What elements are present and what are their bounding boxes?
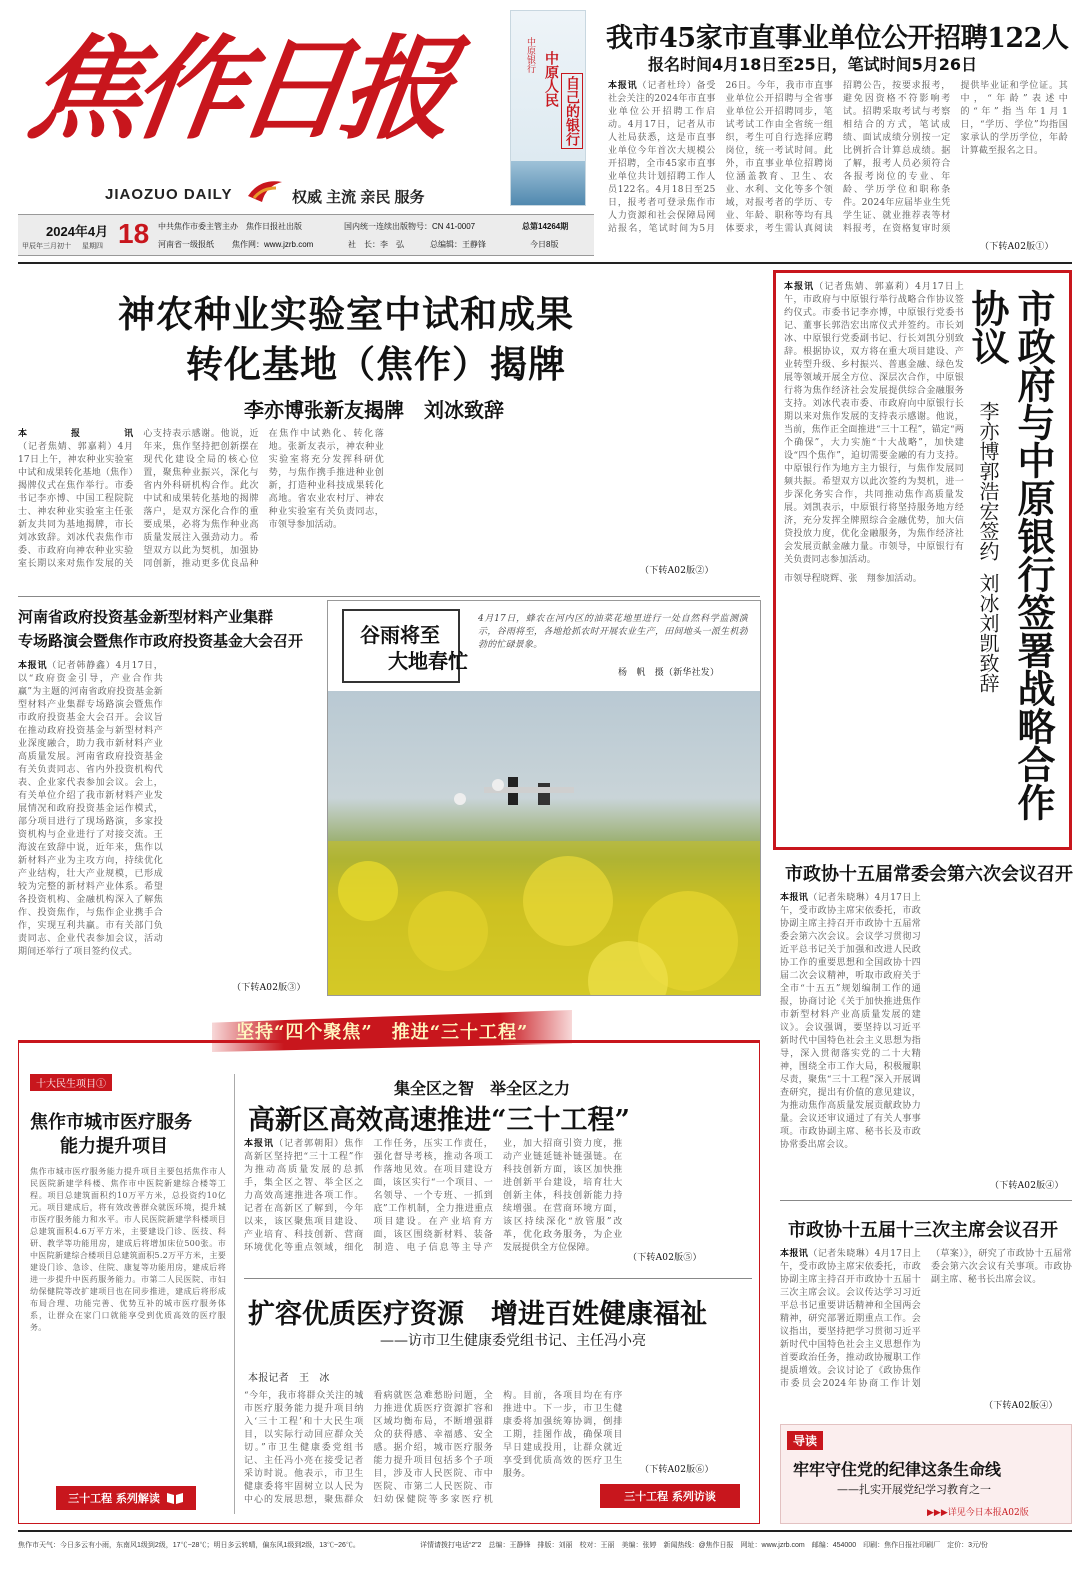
paper-rank: 河南省一级报纸 <box>158 240 214 249</box>
news1-byline: （记者杜玲） <box>637 81 697 91</box>
news8-title[interactable]: 扩容优质医疗资源 增进百姓健康福祉 <box>248 1299 707 1330</box>
footer-weather: 焦作市天气：今日多云有小雨，东南风1级到2级，17℃~28℃；明日多云转晴，偏东风1级到2级，13℃~26℃。 <box>18 1542 360 1549</box>
news3-title-line1[interactable]: 河南省政府投资基金新型材料产业集群 <box>18 608 274 626</box>
news4-box <box>773 270 1072 850</box>
news7-body-block <box>244 1138 752 1264</box>
news1-subtitle: 报名时间4月18日至25日，笔试时间5月26日 <box>648 55 978 74</box>
series-tag: 十大民生项目① <box>30 1074 112 1091</box>
bank-ad[interactable] <box>510 10 586 206</box>
news7-byline: （记者郭朝阳） <box>274 1139 345 1149</box>
news4-sub1: 李亦博郭浩宏签约 <box>976 401 1000 561</box>
news6-body-block <box>780 1248 1072 1398</box>
publisher-line: 中共焦作市委主管主办 焦作日报社出版 <box>158 222 302 231</box>
news5-title[interactable]: 市政协十五届常委会第六次会议召开 <box>785 864 1073 885</box>
series-title-line2[interactable]: 能力提升项目 <box>60 1136 168 1157</box>
news6-body: 4月17日上午，受市政协主席宋依委托，市政协副主席主持召开市政协十五届十三次主席会议。会议传达学习习近平总书记重要讲话精神和全国两会精神，研究部署近期重点工作。会议指出，要坚持把学习贯彻习近平新时代中国特色社会主义思想作为首要政治任务，推动政协履职工作提质增效。会议讨论了《政协焦作市委员会2024年协商工作计划（草案）》，研究了市政协十五届常委会第六次会议有关事项。市政协副主席、秘书长出席会议。 <box>780 1249 1072 1389</box>
news6-more[interactable]: （下转A02版④） <box>984 1401 1058 1411</box>
news2-title-line2[interactable]: 转化基地（焦作）揭牌 <box>186 343 566 386</box>
news4-body: 4月17日上午，市政府与中原银行举行战略合作协议签约仪式。市委书记李亦博，中原银行党委书记、董事长郭浩宏出席仪式并签约。市长刘冰、中原银行党委副书记、行长刘凯分别致辞。根据协议，双方将在重大项目建设、产业转型升级、乡村振兴、普惠金融、绿色发展等领域开展全方位、深层次合作，中原银行将为焦作经济社会发展提供综合金融服务支持。刘冰代表市委、市政府向中原银行长期以来对焦作发展的支持表示感谢。他说，当前，焦作正全面推进“三十工程”，锚定“两个确保”，大力实施“十大战略”，加快建设“四个焦作”，迫切需要金融的有力支持。中原银行作为地方主力银行，与焦作发展同频共振。希望双方以此次签约为契机，进一步深化务实合作，共同推动焦作高质量发展。刘凯表示，中原银行将坚持服务地方经济，充分发挥全牌照综合金融优势，加大信贷投放力度，优化金融服务，为焦作经济社会发展贡献金融力量。市领导，中原银行有关负责同志参加活动。 <box>784 282 964 565</box>
news4-lead: 本报讯 <box>784 282 815 292</box>
photo-title-line1: 谷雨将至 <box>360 623 440 647</box>
bank-ad-line1: 中原人民 <box>543 51 559 107</box>
masthead-slogan: 权威 主流 亲民 服务 <box>292 189 425 206</box>
series-title-line1[interactable]: 焦作市城市医疗服务 <box>30 1112 192 1133</box>
masthead <box>0 0 1080 262</box>
photo-image-art <box>328 691 761 996</box>
news5-byline: （记者朱晓琳） <box>808 893 875 903</box>
masthead-logo: 焦作日报 <box>20 24 456 155</box>
bank-ad-graphic <box>511 161 586 206</box>
news8-body: “今年，我市将群众关注的城市医疗服务能力提升项目纳入‘三十工程’和十大民生项目，以实际行动回应群众关切。”市卫生健康委党组书记、主任冯小亮在接受记者采访时说。他表示，市卫生健康委将牢固树立以人民为中心的发展思想，聚焦群众看病就医急难愁盼问题，全力推进优质医疗资源扩容和区域均衡布局，不断增强群众的获得感、幸福感、安全感。据介绍，城市医疗服务能力提升项目包括多个子项目，涉及市人民医院、市中医院、市第二人民医院、市妇幼保健院等多家医疗机构。目前，各项目均在有序推进中。下一步，市卫生健康委将加强统筹协调，倒排工期，挂图作战，确保项目早日建成投用，让群众就近享受到优质高效的医疗卫生服务。 <box>244 1391 623 1505</box>
news5-body: 4月17日上午，受市政协主席宋依委托，市政协副主席主持召开市政协十五届常委会第六次会议。会议学习贯彻习近平总书记关于加强和改进人民政协工作的重要思想和全国政协十四届二次会议精神，听取市政府关于全市“十五五”规划编制工作的通报，协商讨论《关于加快推进焦作市新型材料产业高质量发展的建议》。会议强调，要坚持以习近平新时代中国特色社会主义思想为指导，深入贯彻落实党的二十大精神，围绕全市工作大局，积极履职尽责，聚焦“三十工程”深入开展调查研究，提出有价值的意见建议，为推动焦作高质量发展贡献政协力量。会议还审议通过了有关人事事项。市政协副主席、秘书长及市政协常委出席会议。 <box>780 893 921 1150</box>
news3-more[interactable]: （下转A02版③） <box>232 983 306 993</box>
date-weekday: 星期四 <box>82 243 103 250</box>
divider-footer <box>18 1530 1072 1532</box>
photo-caption: 4月17日，蜂农在河内区的油菜花地里进行一处自然科学监测演示，谷雨将至，各地抢抓农时开展农业生产，田间地头一派生机勃勃的忙碌景象。 <box>478 614 748 650</box>
news2-body-block <box>18 428 760 580</box>
news2-lead: 本报讯 <box>18 429 134 439</box>
news4-more: 市领导程晓辉、张 翔参加活动。 <box>784 574 923 584</box>
news8-badge-label: 三十工程 系列访谈 <box>624 1490 716 1503</box>
news7-title[interactable]: 高新区高效高速推进“三十工程” <box>248 1105 631 1136</box>
news3-lead: 本报讯 <box>18 661 48 671</box>
date-day: 18 <box>118 218 150 249</box>
series-body: 焦作市城市医疗服务能力提升项目主要包括焦作市人民医院新建学科楼、焦作市中医院新建综合楼等工程。项目总建筑面积约10万平方米，总投资约10亿元。项目建成后，将有效改善群众就医环境，提升城市医疗服务能力和水平。市人民医院新建学科楼项目总建筑面积4.6万平方米，主要建设门诊、医技、科研、教学等功能用房，建成后将增加床位500张。市中医院新建综合楼项目总建筑面积5.2万平方米，主要建设门诊、急诊、住院、康复等功能用房，建成后将进一步提升中医药服务能力。市第二人民医院、市妇幼保健院等改扩建项目也在同步推进，建成后将形成布局合理、功能完善、优势互补的城市医疗服务体系，让群众在家门口就能享受到优质高效的医疗服务。 <box>30 1167 226 1332</box>
news1-lead: 本报讯 <box>608 81 638 91</box>
guide-label: 导读 <box>787 1431 823 1450</box>
bank-ad-brand: 中原银行 <box>525 37 535 73</box>
news5-lead: 本报讯 <box>780 893 809 903</box>
footer-editors: 详情请拨打电话“2”2 总编：王静锋 排版：刘丽 校对：王丽 美编：张婷 新闻热线：@焦作日报 网址：www.jzrb.com 邮编：454000 印刷：焦作日报社印刷厂 定价：3元/份 <box>420 1542 988 1549</box>
news7-more[interactable]: （下转A02版⑤） <box>628 1253 702 1263</box>
news2-byline: （记者焦婧、郭嘉莉） <box>18 442 118 452</box>
masthead-emblem-icon <box>246 176 284 204</box>
photo-image <box>328 691 761 996</box>
news4-byline: （记者焦婧、郭嘉莉） <box>814 282 916 292</box>
news8-subtitle: ——访市卫生健康委党组书记、主任冯小亮 <box>380 1333 646 1349</box>
series-badge[interactable] <box>56 1486 196 1510</box>
masthead-info-bar <box>18 214 594 256</box>
news6-title[interactable]: 市政协十五届十三次主席会议召开 <box>788 1220 1058 1241</box>
guide-title[interactable]: 牢牢守住党的纪律这条生命线 <box>793 1460 1002 1479</box>
news5-more[interactable]: （下转A02版④） <box>990 1181 1064 1191</box>
guide-subtitle: ——扎实开展党纪学习教育之一 <box>837 1483 991 1496</box>
divider-top <box>18 262 1072 264</box>
photo-title-line2: 大地春忙 <box>388 649 468 673</box>
editor: 总编辑：王静锋 <box>430 240 486 249</box>
date-lunar: 甲辰年三月初十 <box>22 243 71 250</box>
news8-badge[interactable] <box>600 1484 740 1508</box>
news7-lead: 本报讯 <box>244 1139 275 1149</box>
divider-news2 <box>18 596 760 597</box>
news8-more[interactable]: （下转A02版⑥） <box>640 1465 714 1475</box>
photo-credit: 杨 帆 摄（新华社发） <box>618 668 720 678</box>
news3-body: 4月17日，以“政府资金引导，产业合作共赢”为主题的河南省政府投资基金新型材料产业集群专场路演会暨焦作市政府投资基金大会召开。会议旨在推动政府投资基金与新型材料产业深度融合，助力我市新材料产业高质量发展。河南省政府投资基金有关负责同志、省内外投资机构代表、企业家代表参加会议。会上，有关单位介绍了我市新材料产业发展情况和政府投资基金运作模式，部分项目进行了现场路演，多家投资机构与企业进行了对接交流。王海波在致辞中说，近年来，焦作以新材料产业为主攻方向，持续优化产业结构，壮大产业规模，已形成较为完整的新材料产业体系。希望各投资机构、金融机构深入了解焦作、投资焦作，与焦作企业携手合作，实现互利共赢。市有关部门负责同志、企业代表参加会议，活动期间还举行了项目签约仪式。 <box>18 661 163 957</box>
news6-byline: （记者朱晓琳） <box>808 1249 875 1259</box>
guide-box[interactable] <box>780 1424 1072 1524</box>
news1-body-block <box>608 80 1068 240</box>
news2-subtitle: 李亦博张新友揭牌 刘冰致辞 <box>244 398 504 422</box>
news1-more[interactable]: （下转A02版①） <box>980 242 1054 252</box>
date-year-month: 2024年4月 <box>46 224 109 239</box>
divider-news5 <box>780 1200 1072 1201</box>
news3-title-line2[interactable]: 专场路演会暨焦作市政府投资基金大会召开 <box>18 632 304 650</box>
news8-byline: 本报记者 王 冰 <box>248 1373 330 1384</box>
issue-no: 总第14264期 <box>522 222 569 231</box>
cn-line: 国内统一连续出版物号：CN 41-0007 <box>344 222 476 231</box>
news2-body: 4月17日上午，神农种业实验室中试和成果转化基地（焦作）揭牌仪式在焦作举行。市委书记李亦博、中国工程院院士、神农种业实验室主任张新友共同为基地揭牌，市长刘冰致辞。刘冰代表焦作市委、市政府向神农种业实验室长期以来对焦作发展的关心支持表示感谢。他说，近年来，焦作坚持把创新摆在现代化建设全局的核心位置，聚焦种业振兴，深化与省内外科研机构合作。此次中试和成果转化基地的揭牌落户，是双方深化合作的重要成果，必将为焦作种业高质量发展注入强劲动力。希望双方以此为契机，加强协同创新，推动更多优良品种在焦作中试熟化、转化落地。张新友表示，神农种业实验室将充分发挥科研优势，与焦作携手推进种业创新，打造种业科技成果转化高地。省农业农村厅、神农种业实验室有关负责同志，市领导参加活动。 <box>18 429 384 569</box>
news2-title-line1[interactable]: 神农种业实验室中试和成果 <box>118 293 574 336</box>
divider-news7 <box>244 1278 752 1279</box>
photo-block <box>327 600 761 996</box>
president: 社 长：李 弘 <box>348 240 404 249</box>
news4-sub2: 刘冰刘凯致辞 <box>976 573 1000 693</box>
news5-body-block <box>780 892 1072 1178</box>
pages: 今日8版 <box>530 240 559 249</box>
news7-body: 焦作高新区坚持把“三十工程”作为推动高质量发展的总抓手，集全区之智、举全区之力高效高速推进各项工作。记者在高新区了解到，今年以来，该区聚焦项目建设、产业培育、科技创新、营商环境优化等重点领域，细化工作任务，压实工作责任，强化督导考核，推动各项工作落地见效。在项目建设方面，该区实行“一个项目、一名领导、一个专班、一抓到底”工作机制，全力推进重点项目建设。在产业培育方面，该区围绕新材料、装备制造、电子信息等主导产业，加大招商引资力度，推动产业链延链补链强链。在科技创新方面，该区加快推进创新平台建设，培育壮大创新主体，科技创新能力持续增强。在营商环境方面，该区持续深化“放管服”改革，优化政务服务，为企业发展提供全方位保障。 <box>244 1139 623 1253</box>
book-icon <box>166 1491 184 1505</box>
news3-body-block <box>18 660 318 998</box>
guide-see[interactable]: ▶▶▶详见今日本报A02版 <box>927 1508 1029 1518</box>
bank-ad-line2: 自己的银行 <box>561 73 583 149</box>
masthead-name-en: JIAOZUO DAILY <box>105 186 233 203</box>
news4-body-block <box>784 281 964 833</box>
news1-body: 备受社会关注的2024年市直事业单位公开招聘工作启动。4月17日，记者从市人社局获悉，这是市直事业单位今年首次大规模公开招聘，全市45家市直事业单位共计划招聘工作人员122名。4月18日至25日，报考者可登录焦作市人力资源和社会保障局网站报名，笔试时间为5月26日。今年，我市市直事业单位公开招聘与全省事业单位公开招聘同步，笔试考试工作由全省统一组织，考生可自行选择应聘岗位，统一考试时间。此外，市直事业单位招聘岗位涵盖教育、卫生、农业、水利、文化等多个领域，对报考者的学历、专业、年龄、职称等均有具体要求，考生需认真阅读招聘公告，按要求报考，避免因资格不符影响考试。招聘采取考试与考察相结合的方式，笔试成绩、面试成绩分别按一定比例折合计算总成绩。据了解，报考人员必须符合各报考岗位的专业、年龄、学历学位和职称条件。2024年应届毕业生凭学生证、就业推荐表等材料报考，在资格复审时须提供毕业证和学位证。其中，“年龄”表述中的“年”指当年1月1日，“学历、学位”均指国家承认的学历学位，年龄计算截至报名之日。 <box>608 81 1068 234</box>
news1-title[interactable]: 我市45家市直事业单位公开招聘122人 <box>606 23 1069 54</box>
news2-more[interactable]: （下转A02版②） <box>640 566 714 576</box>
news7-kicker: 集全区之智 举全区之力 <box>394 1079 571 1098</box>
website[interactable]: 焦作网：www.jzrb.com <box>232 240 314 249</box>
theme-banner-text: 坚持“四个聚焦” 推进“三十工程” <box>236 1022 529 1043</box>
news4-title[interactable]: 市政府与中原银行签署战略合作协议 <box>965 289 1056 821</box>
news6-lead: 本报讯 <box>780 1249 809 1259</box>
news3-byline: （记者韩静鑫） <box>47 661 116 671</box>
series-badge-label: 三十工程 系列解读 <box>68 1492 160 1505</box>
divider-series-col <box>234 1074 235 1514</box>
